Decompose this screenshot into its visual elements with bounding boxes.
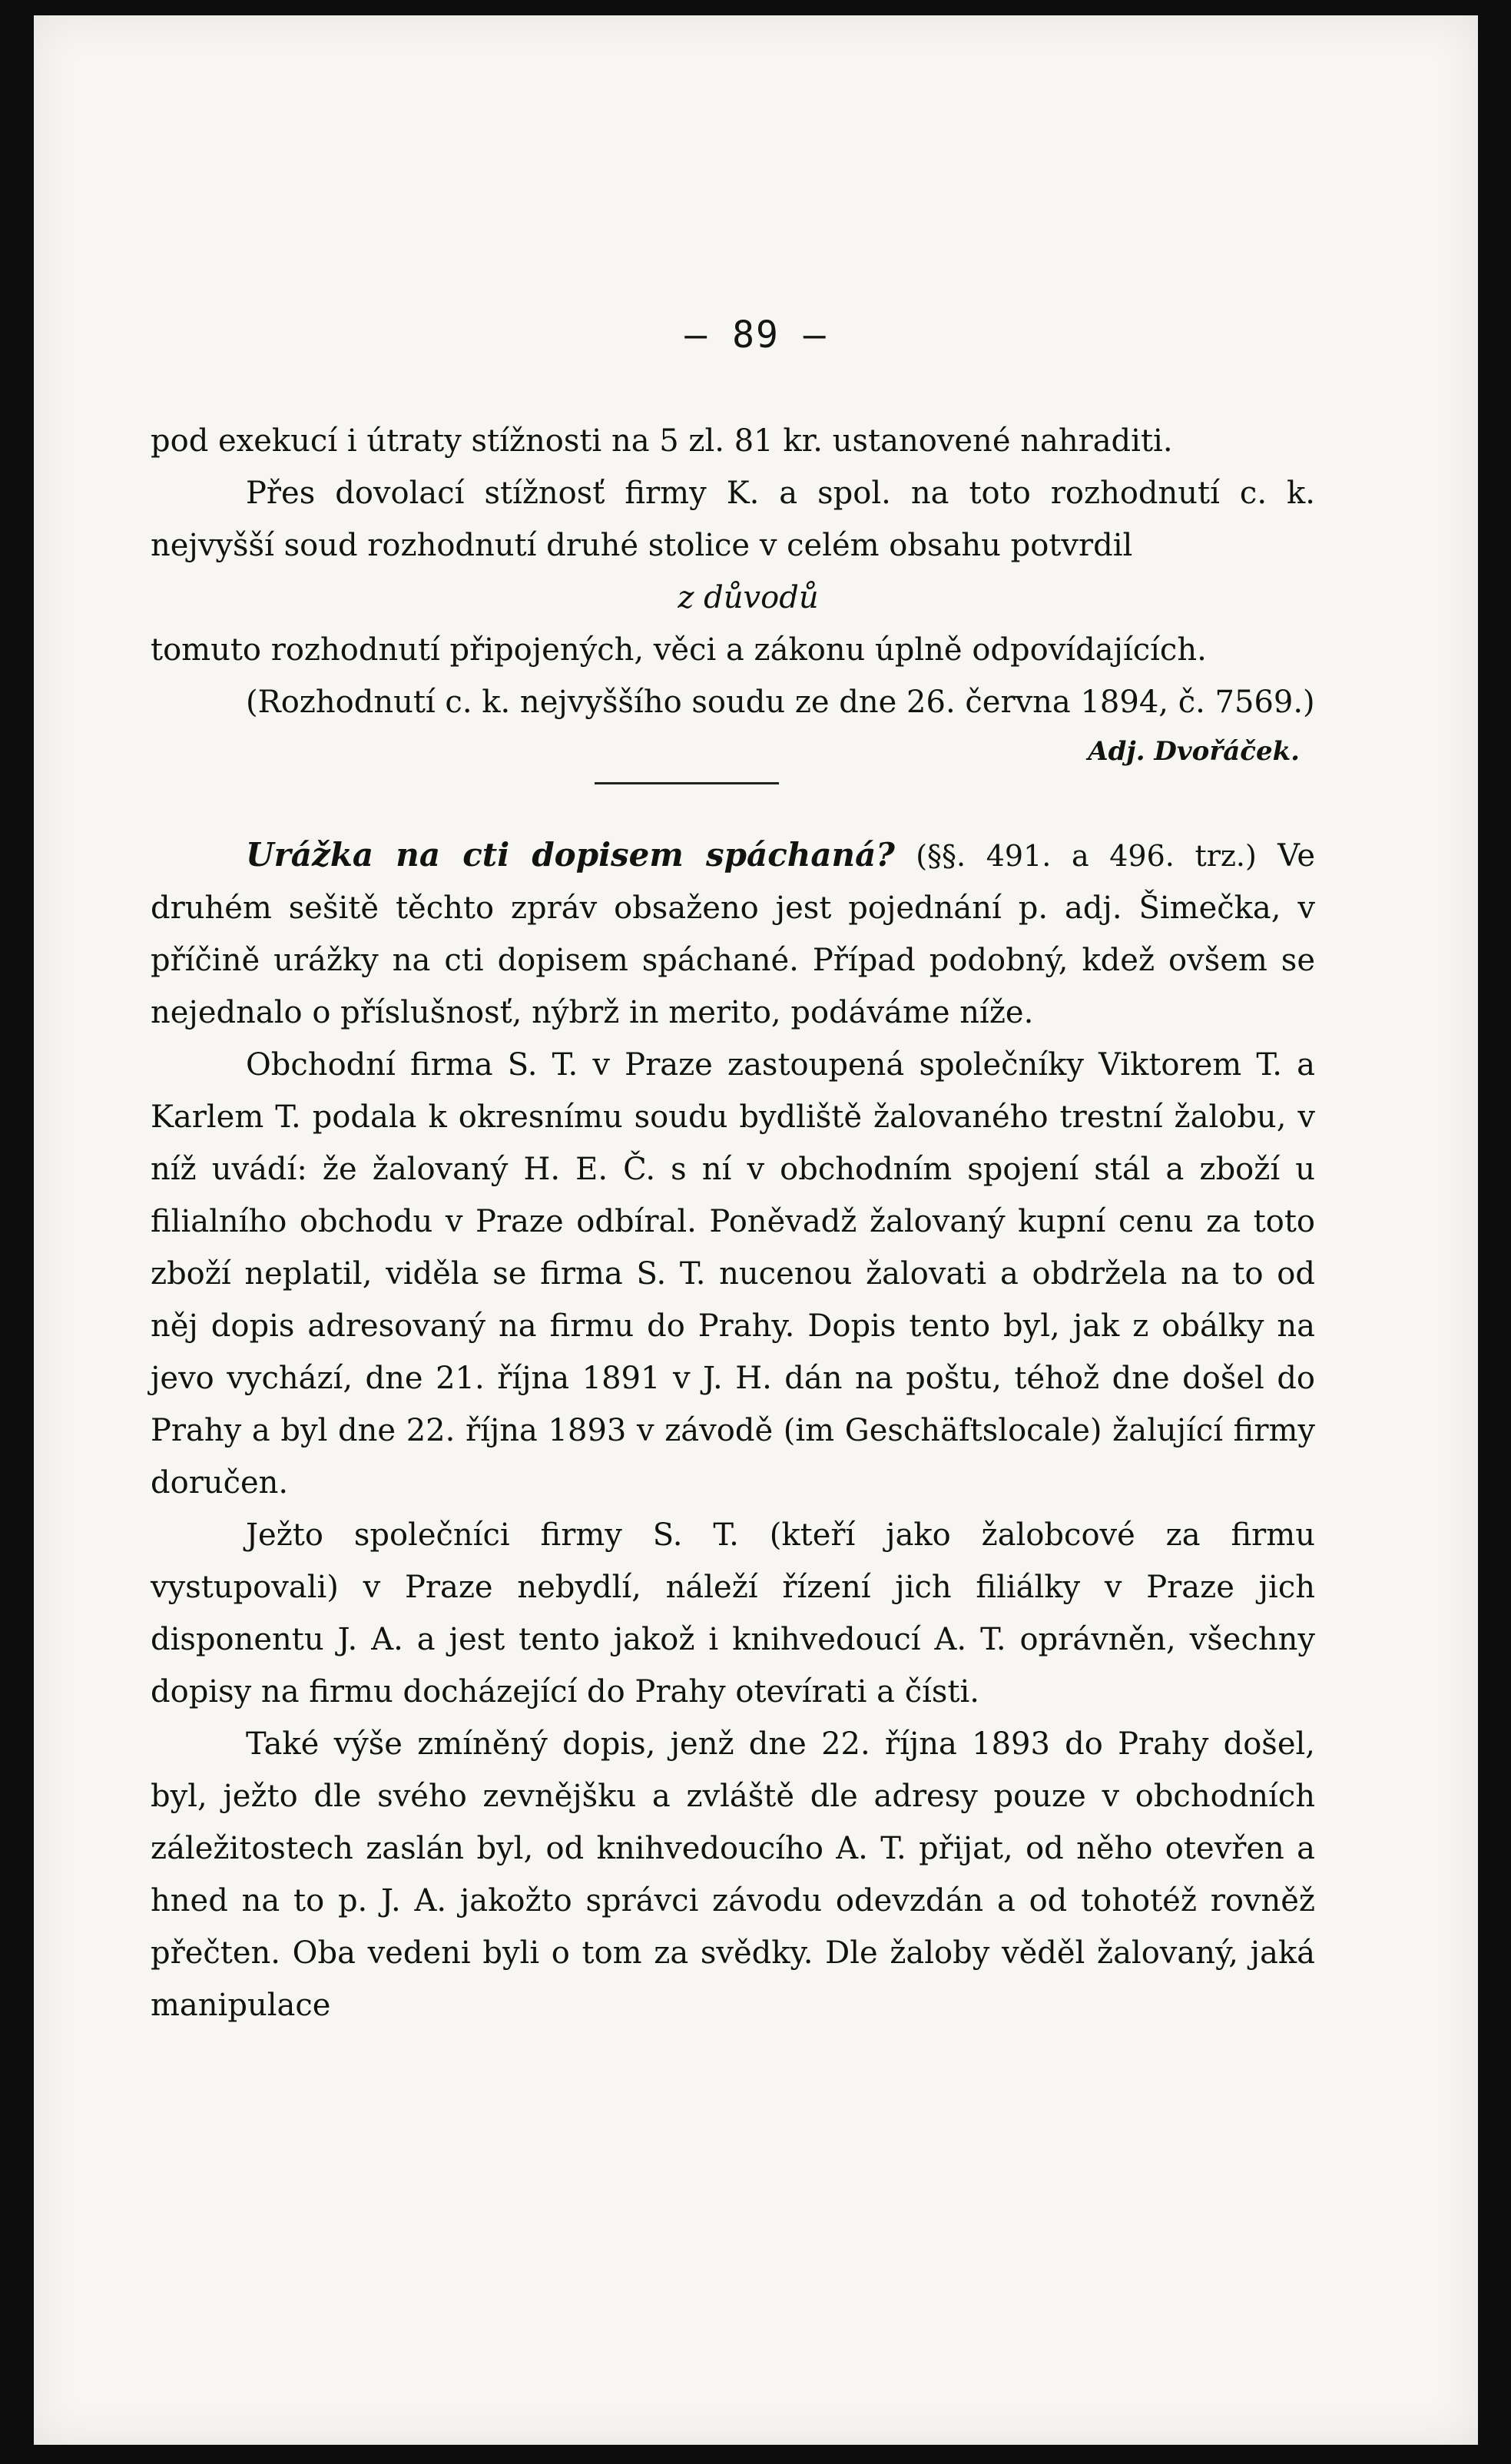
paragraph-2: Přes dovolací stížnosť firmy K. a spol. na toto rozhodnutí c. k. nejvyšší soud rozhodnutí druhé stolice v celém obsahu potvrdil [151, 476, 1315, 563]
signature: Adj. Dvořáček. [1088, 736, 1300, 767]
paragraph-5: Ve druhém sešitě těchto zpráv obsaženo jest pojednání p. adj. Šimečka, v příčině urážky na cti dopisem spáchané. Případ podobný, kdež ovšem se nejednalo o příslušnosť, nýbrž in merito, podáváme níže. [151, 838, 1315, 1030]
paragraph-3: tomuto rozhodnutí připojených, věci a zákonu úplně odpovídajících. [151, 632, 1207, 668]
paragraph-8: Také výše zmíněný dopis, jenž dne 22. října 1893 do Prahy došel, byl, ježto dle svého zevnějšku a zvláště dle adresy pouze v obchodních záležitostech zaslán byl, od knihvedoucího A. T. přijat, od něho otevřen a hned na to p. J. A. jakožto správci závodu odevzdán a od tohotéž rovněž přečten. Oba vedeni byli o tom za svědky. Dle žaloby věděl žalovaný, jaká manipulace [151, 1726, 1315, 2023]
document-page [34, 15, 1478, 2445]
section-divider [595, 782, 779, 784]
reasons-heading: z důvodů [678, 580, 819, 615]
section-heading-line [151, 829, 1315, 1039]
paragraph-4-citation: (Rozhodnutí c. k. nejvyššího soudu ze dne 26. června 1894, č. 7569.) [246, 685, 1315, 720]
paragraph-1: pod exekucí i útraty stížnosti na 5 zl. 81 kr. ustanovené nahraditi. [151, 423, 1173, 459]
section-title: Urážka na cti dopisem spáchaná? [246, 836, 895, 874]
page-number: — 89 — [684, 313, 827, 357]
section-refs: (§§. 491. a 496. trz.) [916, 839, 1257, 873]
body-text [151, 415, 1315, 2031]
paragraph-7: Ježto společníci firmy S. T. (kteří jako žalobcové za firmu vystupovali) v Praze nebydlí, náleží řízení jich filiálky v Praze jich disponentu J. A. a jest tento jakož i knihvedoucí A. T. oprávněn, všechny dopisy na firmu docházející do Prahy otevírati a čísti. [151, 1517, 1315, 1710]
paragraph-6: Obchodní firma S. T. v Praze zastoupená společníky Viktorem T. a Karlem T. podala k okresnímu soudu bydliště žalovaného trestní žalobu, v níž uvádí: že žalovaný H. E. Č. s ní v obchodním spojení stál a zboží u filialního obchodu v Praze odbíral. Poněvadž žalovaný kupní cenu za toto zboží neplatil, viděla se firma S. T. nucenou žalovati a obdržela na to od něj dopis adresovaný na firmu do Prahy. Dopis tento byl, jak z obálky na jevo vychází, dne 21. října 1891 v J. H. dán na poštu, téhož dne došel do Prahy a byl dne 22. října 1893 v závodě (im Geschäftslocale) žalující firmy doručen. [151, 1047, 1315, 1501]
